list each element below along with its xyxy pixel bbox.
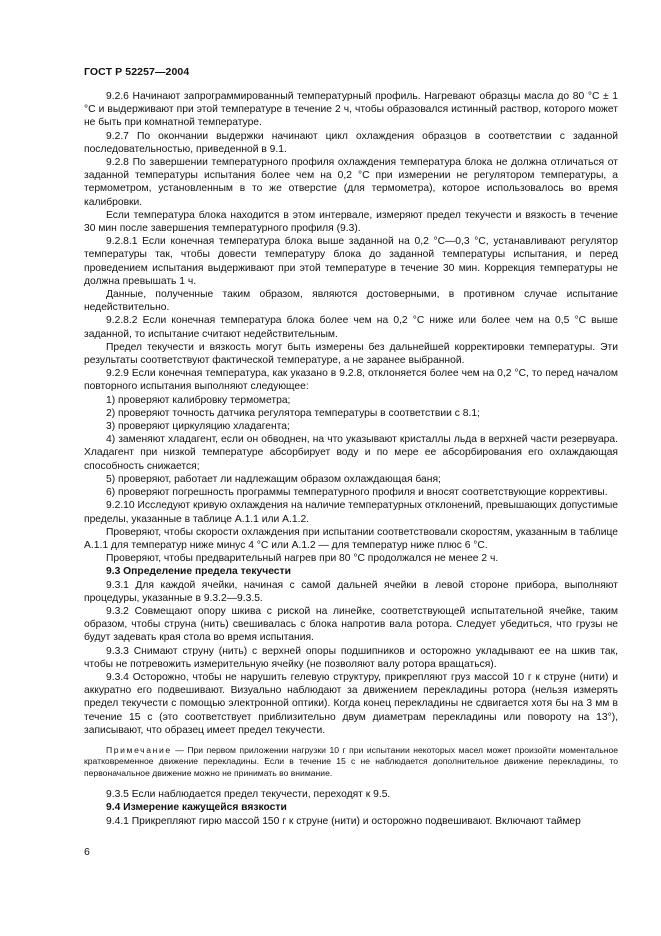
main-paragraphs bbox=[84, 90, 618, 737]
page-number: 6 bbox=[84, 846, 90, 858]
paragraph: Предел текучести и вязкость могут быть измерены без дальнейшей корректировки температуры. Эти результаты соответствуют фактической температуре, а не заранее выбранной. bbox=[84, 341, 618, 367]
section-heading: 9.3 Определение предела текучести bbox=[106, 566, 291, 578]
paragraph: 9.2.7 По окончании выдержки начинают цикл охлаждения образцов в соответствии с заданной последовательностью, приведенной в 9.1. bbox=[84, 130, 618, 155]
paragraph: 9.2.9 Если конечная температура, как указано в 9.2.8, отклоняется более чем на 0,2 °С, то перед началом повторного испытания выполняют следующее: bbox=[84, 368, 618, 393]
note-label: Примечание bbox=[106, 744, 172, 755]
document-body bbox=[84, 90, 618, 828]
paragraph: 9.3.3 Снимают струну (нить) с верхней опоры подшипников и осторожно укладывают ее на шкив так, чтобы не потревожить измерительную ячейку (не позволяют валу ротора вращаться). bbox=[84, 645, 618, 670]
paragraph: 9.2.8 По завершении температурного профиля охлаждения температура блока не должна отличаться от заданной температуры испытания более чем на 0,2 °С при измерении не регулятором температуры, а термометром, установленным в то же отверстие (для термометра), которое использовалось во время калибровки. bbox=[84, 157, 618, 208]
paragraph: 9.2.8.1 Если конечная температура блока выше заданной на 0,2 °С—0,3 °С, устанавливают регулятор температуры так, чтобы довести температуру блока до заданной температуры испытания, и перед проведением испытания выдерживают при этой температуре в течение 30 мин. Коррекция температуры не должна превышать 1 ч. bbox=[84, 236, 618, 287]
paragraph: 2) проверяют точность датчика регулятора температуры в соответствии с 8.1; bbox=[106, 407, 480, 419]
paragraph: Проверяют, чтобы предварительный нагрев при 80 °С продолжался не менее 2 ч. bbox=[106, 553, 499, 565]
paragraph: 9.3.1 Для каждой ячейки, начиная с самой дальней ячейки в левой стороне прибора, выполняют процедуры, указанные в 9.3.2—9.3.5. bbox=[84, 579, 618, 604]
paragraph: 9.3.2 Совмещают опору шкива с риской на линейке, соответствующей испытательной ячейке, таким образом, чтобы струна (нить) свешивалась с блока напротив вала ротора. Следует убедиться, что грузы не будут задевать края стола во время испытания. bbox=[84, 605, 618, 644]
paragraph: 5) проверяют, работает ли надлежащим образом охлаждающая баня; bbox=[106, 473, 441, 485]
paragraph: 6) проверяют погрешность программы температурного профиля и вносят соответствующие коррективы. bbox=[106, 487, 608, 499]
paragraph: 9.3.4 Осторожно, чтобы не нарушить гелевую структуру, прикрепляют груз массой 10 г к струне (нити) и аккуратно его подвешивают. Визуально наблюдают за движением перекладины ротора (нельзя измерять предел текучести с помощью электронной оптики). Когда конец перекладины не сдвигается хотя бы на 3 мм в течение 15 с (это соответствует приблизительно двум диаметрам перекладины или повороту на 13°), записывают, что образец имеет предел текучести. bbox=[84, 671, 618, 736]
paragraph: 1) проверяют калибровку термометра; bbox=[106, 394, 291, 406]
paragraph: 3) проверяют циркуляцию хладагента; bbox=[106, 421, 290, 433]
paragraph: 9.3.5 Если наблюдается предел текучести, переходят к 9.5. bbox=[106, 789, 391, 801]
after-paragraphs bbox=[84, 788, 618, 828]
section-heading: 9.4 Измерение кажущейся вязкости bbox=[106, 802, 287, 814]
paragraph: Данные, полученные таким образом, являются достоверными, в противном случае испытание недействительно. bbox=[84, 289, 618, 314]
paragraph: 9.4.1 Прикрепляют гирю массой 150 г к струне (нити) и осторожно подвешивают. Включают таймер bbox=[106, 815, 581, 827]
standard-header: ГОСТ Р 52257—2004 bbox=[84, 66, 190, 78]
paragraph: 9.2.6 Начинают запрограммированный температурный профиль. Нагревают образцы масла до 80 °С ± 1 °С и выдерживают при этой температуре в течение 2 ч, чтобы образовался истинный раствор, которого может не быть при комнатной температуре. bbox=[84, 91, 618, 129]
paragraph: 4) заменяют хладагент, если он обводнен, на что указывают кристаллы льда в верхней части резервуара. Хладагент при низкой температуре абсорбирует воду и по мере ее абсорбирования его охлаждающая способность снижается; bbox=[84, 434, 618, 472]
note bbox=[84, 745, 618, 779]
note-text: — При первом приложении нагрузки 10 г при испытании некоторых масел может произойти моментальное кратковременное движение перекладины. Если в течение 15 с не наблюдается дополнительное движение перекладины, то первоначальное движение можно не принимать во внимание. bbox=[84, 744, 619, 778]
paragraph: 9.2.8.2 Если конечная температура блока более чем на 0,2 °С ниже или более чем на 0,5 °С выше заданной, то испытание считают недействительным. bbox=[84, 315, 618, 340]
paragraph: Проверяют, чтобы скорости охлаждения при испытании соответствовали скоростям, указанным в таблице А.1.1 для температур ниже минус 4 °С или А.1.2 — для температур ниже плюс 6 °С. bbox=[84, 526, 618, 551]
paragraph: Если температура блока находится в этом интервале, измеряют предел текучести и вязкость в течение 30 мин после завершения температурного профиля (9.3). bbox=[84, 209, 618, 235]
paragraph: 9.2.10 Исследуют кривую охлаждения на наличие температурных отклонений, превышающих допустимые пределы, указанные в таблице А.1.1 или А.1.2. bbox=[84, 500, 618, 525]
